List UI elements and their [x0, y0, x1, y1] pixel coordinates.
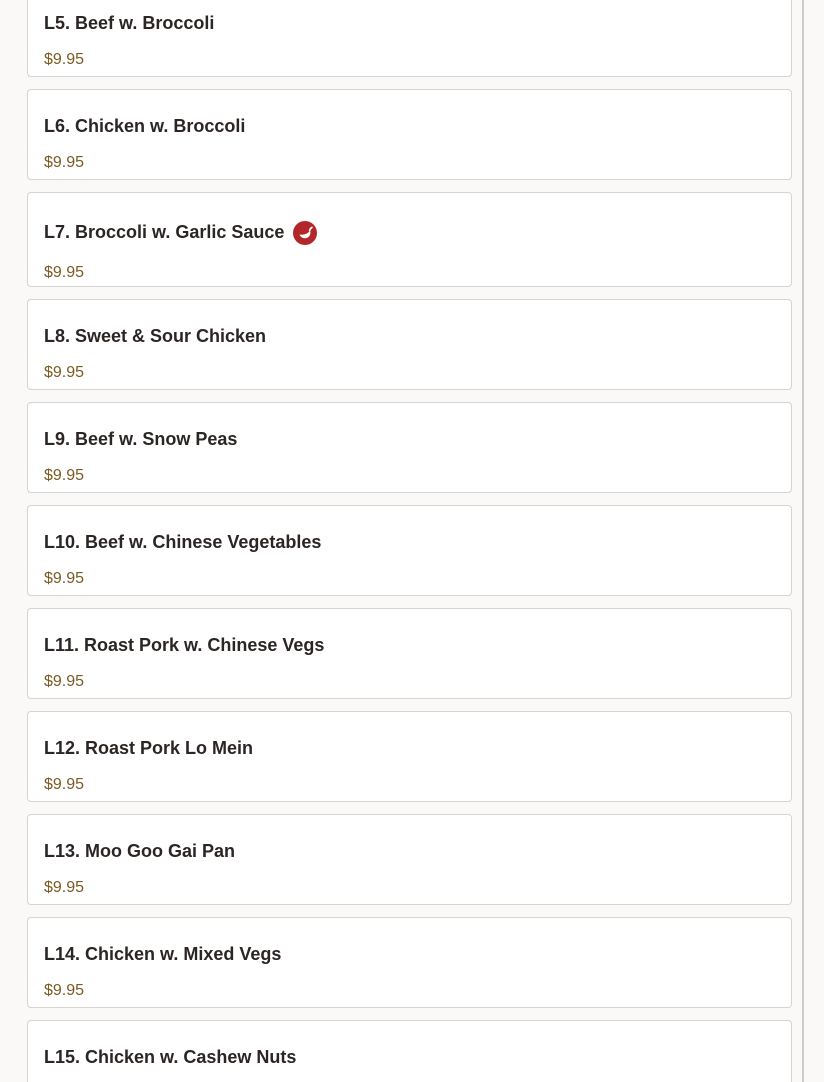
menu-item-name: L13. Moo Goo Gai Pan [44, 841, 236, 861]
menu-item-price: $9.95 [44, 570, 85, 587]
menu-item-list [27, 0, 792, 1082]
menu-item-l8[interactable] [27, 299, 792, 390]
menu-item-name: L15. Chicken w. Cashew Nuts [44, 1047, 297, 1067]
menu-item-price: $9.95 [44, 264, 85, 281]
menu-item-l13[interactable] [27, 814, 792, 905]
menu-item-name: L6. Chicken w. Broccoli [44, 116, 246, 136]
menu-item-price: $9.95 [44, 879, 85, 896]
menu-item-l12[interactable] [27, 711, 792, 802]
menu-item-price: $9.95 [44, 982, 85, 999]
menu-item-name: L10. Beef w. Chinese Vegetables [44, 532, 322, 552]
menu-item-price: $9.95 [44, 154, 85, 171]
scroll-edge-divider [802, 0, 804, 1082]
menu-item-name: L7. Broccoli w. Garlic Sauce [44, 219, 317, 245]
menu-item-l11[interactable] [27, 608, 792, 699]
menu-item-l10[interactable] [27, 505, 792, 596]
menu-item-name: L11. Roast Pork w. Chinese Vegs [44, 635, 325, 655]
menu-item-price: $9.95 [44, 364, 85, 381]
menu-item-l15[interactable] [27, 1020, 792, 1082]
menu-item-l9[interactable] [27, 402, 792, 493]
menu-item-l6[interactable] [27, 89, 792, 180]
menu-item-name: L14. Chicken w. Mixed Vegs [44, 944, 282, 964]
menu-item-price: $9.95 [44, 776, 85, 793]
menu-item-l7[interactable] [27, 192, 792, 287]
menu-item-price: $9.95 [44, 51, 85, 68]
menu-item-name: L9. Beef w. Snow Peas [44, 429, 238, 449]
menu-item-name: L8. Sweet & Sour Chicken [44, 326, 267, 346]
menu-item-name: L12. Roast Pork Lo Mein [44, 738, 254, 758]
menu-item-l14[interactable] [27, 917, 792, 1008]
hot-pepper-icon [293, 221, 317, 245]
menu-item-price: $9.95 [44, 673, 85, 690]
menu-item-name: L5. Beef w. Broccoli [44, 13, 215, 33]
menu-item-l5[interactable] [27, 0, 792, 77]
menu-item-price: $9.95 [44, 467, 85, 484]
